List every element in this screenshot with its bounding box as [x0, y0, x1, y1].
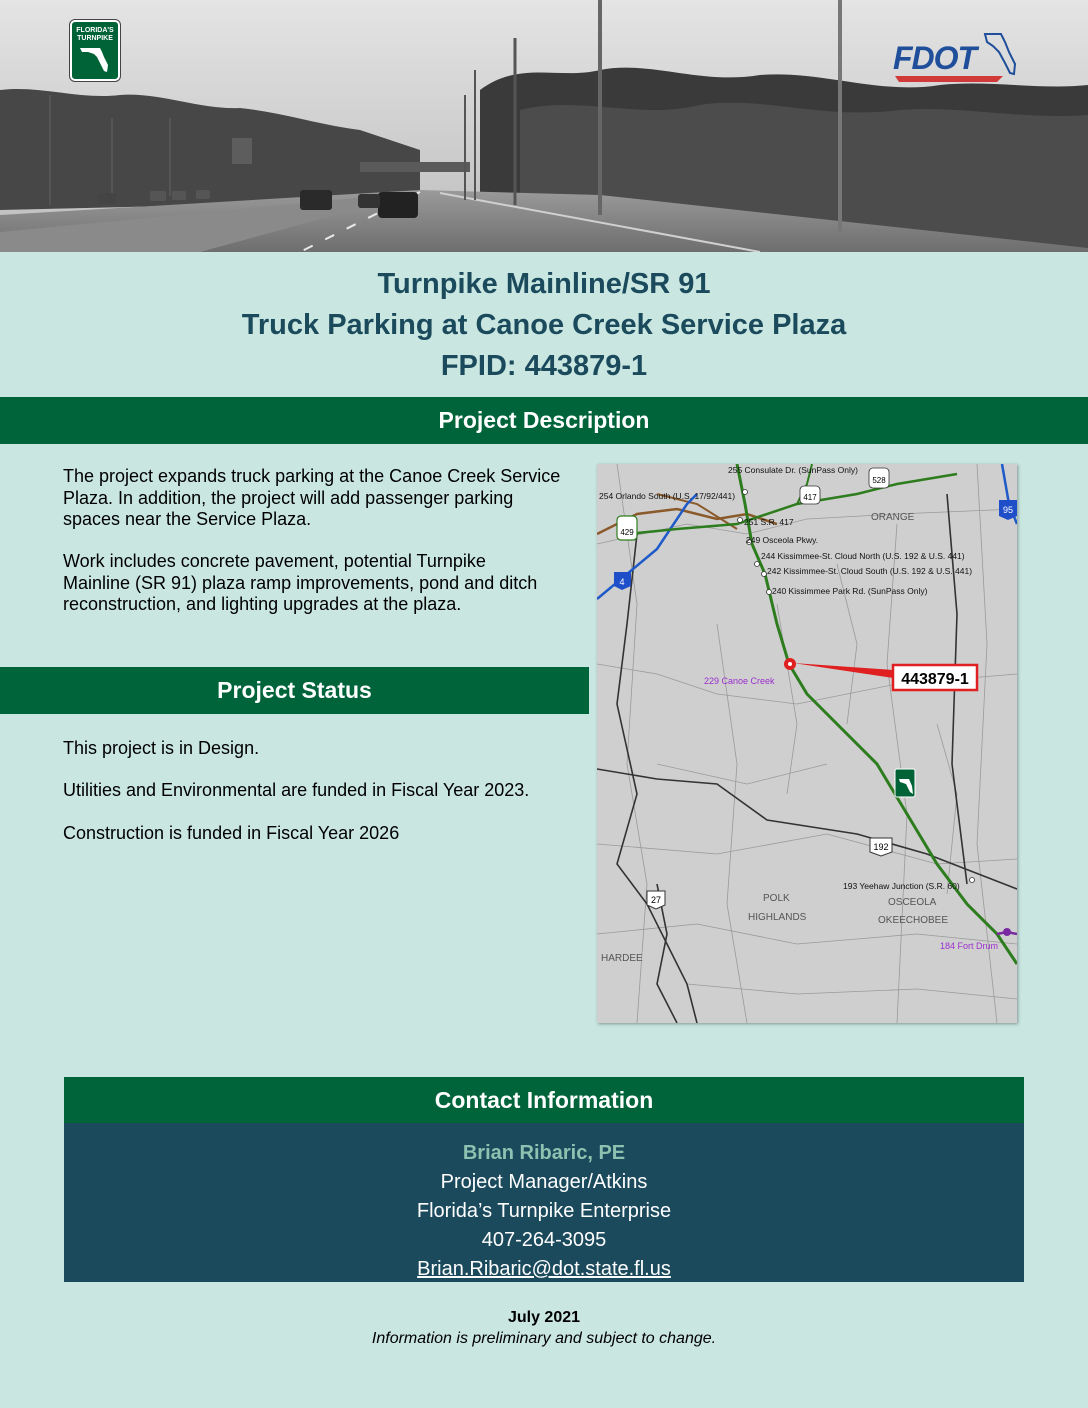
florida-icon: [78, 45, 112, 75]
map-county-highlands: HIGHLANDS: [748, 912, 807, 923]
contact-phone: 407-264-3095: [481, 1229, 607, 1251]
shield-417-icon: [800, 486, 820, 504]
shield-429-label: 429: [620, 528, 634, 537]
map-label-184: 184 Fort Drum: [940, 941, 999, 951]
map-label-251: 251 S.R. 417: [744, 517, 794, 527]
hero-banner: [0, 0, 1088, 252]
project-location-map: [597, 464, 1017, 1023]
turnpike-logo: [70, 20, 120, 81]
footer-date: July 2021: [507, 1309, 581, 1326]
shield-192-label: 192: [873, 842, 889, 852]
shield-27-label: 27: [650, 895, 662, 905]
turnpike-shield-icon: [895, 769, 915, 797]
shield-192-icon: [870, 838, 892, 856]
map-county-okeechobee: OKEECHOBEE: [878, 915, 949, 926]
map-label-255: 255 Consulate Dr. (SunPass Only): [728, 465, 858, 475]
title-line-3: FPID: 443879-1: [440, 350, 648, 382]
shield-95-icon: [999, 500, 1017, 520]
shield-95-label: 95: [1002, 505, 1014, 515]
shield-i4-label: 4: [619, 577, 625, 587]
contact-email-link[interactable]: Brian.Ribaric@dot.state.fl.us: [417, 1258, 671, 1280]
contact-name: Brian Ribaric, PE: [462, 1142, 626, 1164]
map-label-193: 193 Yeehaw Junction (S.R. 60): [843, 881, 960, 891]
shield-528-label: 528: [872, 476, 886, 485]
title-line-2: Truck Parking at Canoe Creek Service Plaza: [241, 309, 847, 341]
map-label-249: 249 Osceola Pkwy.: [746, 535, 819, 545]
contact-information-heading: Contact Information: [64, 1077, 1024, 1123]
shield-429-icon: [617, 516, 637, 540]
project-description-heading: Project Description: [0, 397, 1088, 444]
contact-title: Project Manager/Atkins: [440, 1171, 648, 1193]
map-label-240: 240 Kissimmee Park Rd. (SunPass Only): [772, 586, 928, 596]
footer: [0, 1307, 1088, 1349]
shield-528-icon: [869, 468, 889, 488]
map-county-orange: ORANGE: [871, 512, 915, 523]
shield-27-icon: [647, 891, 665, 909]
shield-417-label: 417: [803, 493, 817, 502]
contact-information: [64, 1077, 1024, 1282]
map-graphic: [597, 464, 1017, 1023]
map-label-229: 229 Canoe Creek: [704, 676, 775, 686]
map-label-244: 244 Kissimmee-St. Cloud North (U.S. 192 & U.S. 441): [761, 551, 965, 561]
page-title: [0, 264, 1088, 387]
project-status-heading: Project Status: [0, 667, 589, 714]
description-paragraph-1: The project expands truck parking at the Canoe Creek Service Plaza. In addition, the project will add passenger parking spaces near the Service Plaza.: [63, 466, 561, 529]
fdot-logo: [893, 30, 1023, 90]
status-line-3: Construction is funded in Fiscal Year 2026: [63, 823, 400, 843]
contact-details: [64, 1123, 1024, 1282]
project-callout-label: 443879-1: [901, 671, 969, 688]
status-line-1: This project is in Design.: [63, 738, 260, 758]
description-paragraph-2: Work includes concrete pavement, potential Turnpike Mainline (SR 91) plaza ramp improvements, pond and ditch reconstruction, and lighting upgrades at the plaza.: [63, 551, 538, 614]
map-county-hardee: HARDEE: [601, 953, 643, 964]
status-line-2: Utilities and Environmental are funded in Fiscal Year 2023.: [63, 780, 530, 800]
map-county-osceola: OSCEOLA: [888, 897, 937, 908]
fdot-logo-text: FDOT: [893, 40, 977, 76]
turnpike-logo-text: FLORIDA'S TURNPIKE: [76, 27, 114, 42]
map-label-242: 242 Kissimmee-St. Cloud South (U.S. 192 & U.S. 441): [767, 566, 973, 576]
map-county-polk: POLK: [763, 893, 790, 904]
title-line-1: Turnpike Mainline/SR 91: [377, 268, 711, 300]
contact-organization: Florida’s Turnpike Enterprise: [416, 1200, 672, 1222]
footer-note: Information is preliminary and subject to change.: [371, 1330, 717, 1347]
map-label-254: 254 Orlando South (U.S. 17/92/441): [599, 491, 736, 501]
